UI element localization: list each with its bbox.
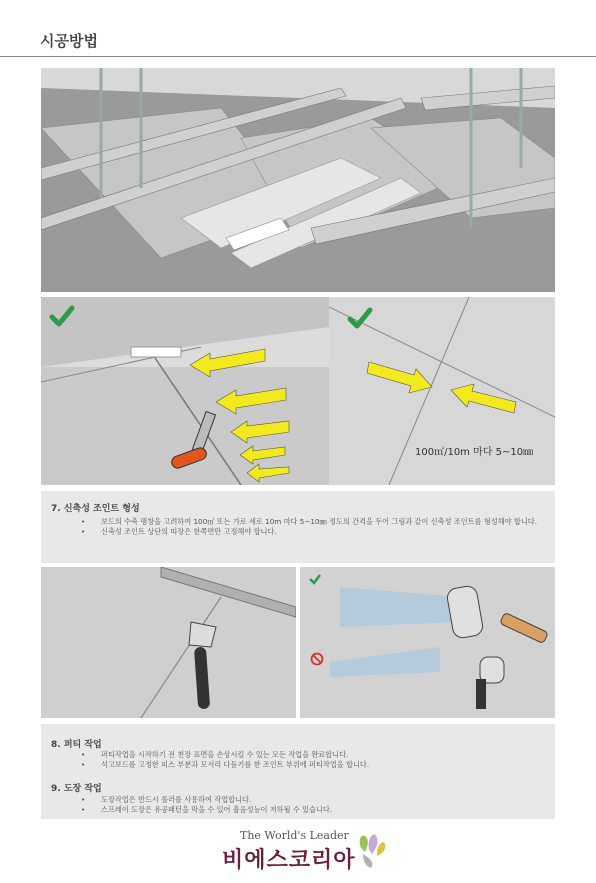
joint-arrows-drawing xyxy=(41,297,329,485)
list-item: • 스프레이 도장은 유공패턴을 막을 수 있어 흡음성능이 저하될 수 있습니다. xyxy=(81,805,333,814)
section-7-bullets xyxy=(81,517,545,537)
check-icon xyxy=(49,305,75,327)
section-9-bullets xyxy=(81,795,545,815)
section-7-box xyxy=(41,491,555,563)
expansion-joint-arrows-illustration xyxy=(41,297,329,485)
spacing-note: 100㎡/10m 마다 5~10㎜ xyxy=(415,447,534,458)
painting-work-illustration xyxy=(300,567,555,718)
no-entry-icon xyxy=(310,652,324,666)
list-item: • 도장작업은 반드시 롤러를 사용하여 작업합니다. xyxy=(81,795,252,804)
ceiling-frame-illustration xyxy=(41,68,555,292)
painting-drawing xyxy=(300,567,555,718)
putty-work-illustration xyxy=(41,567,296,718)
list-item: • 신축성 조인트 상단의 띠장은 한쪽면만 고정해야 합니다. xyxy=(81,527,277,536)
check-icon xyxy=(347,307,373,329)
section-7-title: 7. 신축성 조인트 형성 xyxy=(51,504,140,514)
expansion-joint-spacing-illustration xyxy=(329,297,555,485)
list-item: • 퍼티작업을 시작하기 전 천장 표면을 손상시킬 수 있는 모든 작업을 완료합니다. xyxy=(81,750,349,759)
section-8-9-box xyxy=(41,724,555,819)
section-8-bullets xyxy=(81,750,545,770)
list-item: • 보드의 수축 팽창을 고려하여 100㎡ 또는 가로 세로 10m 마다 5~10㎜ 정도의 간격을 두어 그림과 같이 신축성 조인트를 형성해야 합니다. xyxy=(81,517,538,526)
footer-tagline: The World's Leader xyxy=(240,829,349,842)
list-item: • 석고보드를 고정한 피스 부분과 모서리 다듬기를 한 조인트 부위에 퍼티작업을 합니다. xyxy=(81,760,370,769)
page-title: 시공방법 xyxy=(40,32,98,50)
section-8-title: 8. 퍼티 작업 xyxy=(51,740,102,750)
brand-logo-icon xyxy=(355,828,389,870)
brand-name: 비에스코리아 xyxy=(222,848,356,873)
ceiling-frame-drawing xyxy=(41,68,555,292)
check-icon xyxy=(308,573,322,585)
section-9-title: 9. 도장 작업 xyxy=(51,784,102,794)
putty-drawing xyxy=(41,567,296,718)
header-divider xyxy=(0,56,596,57)
